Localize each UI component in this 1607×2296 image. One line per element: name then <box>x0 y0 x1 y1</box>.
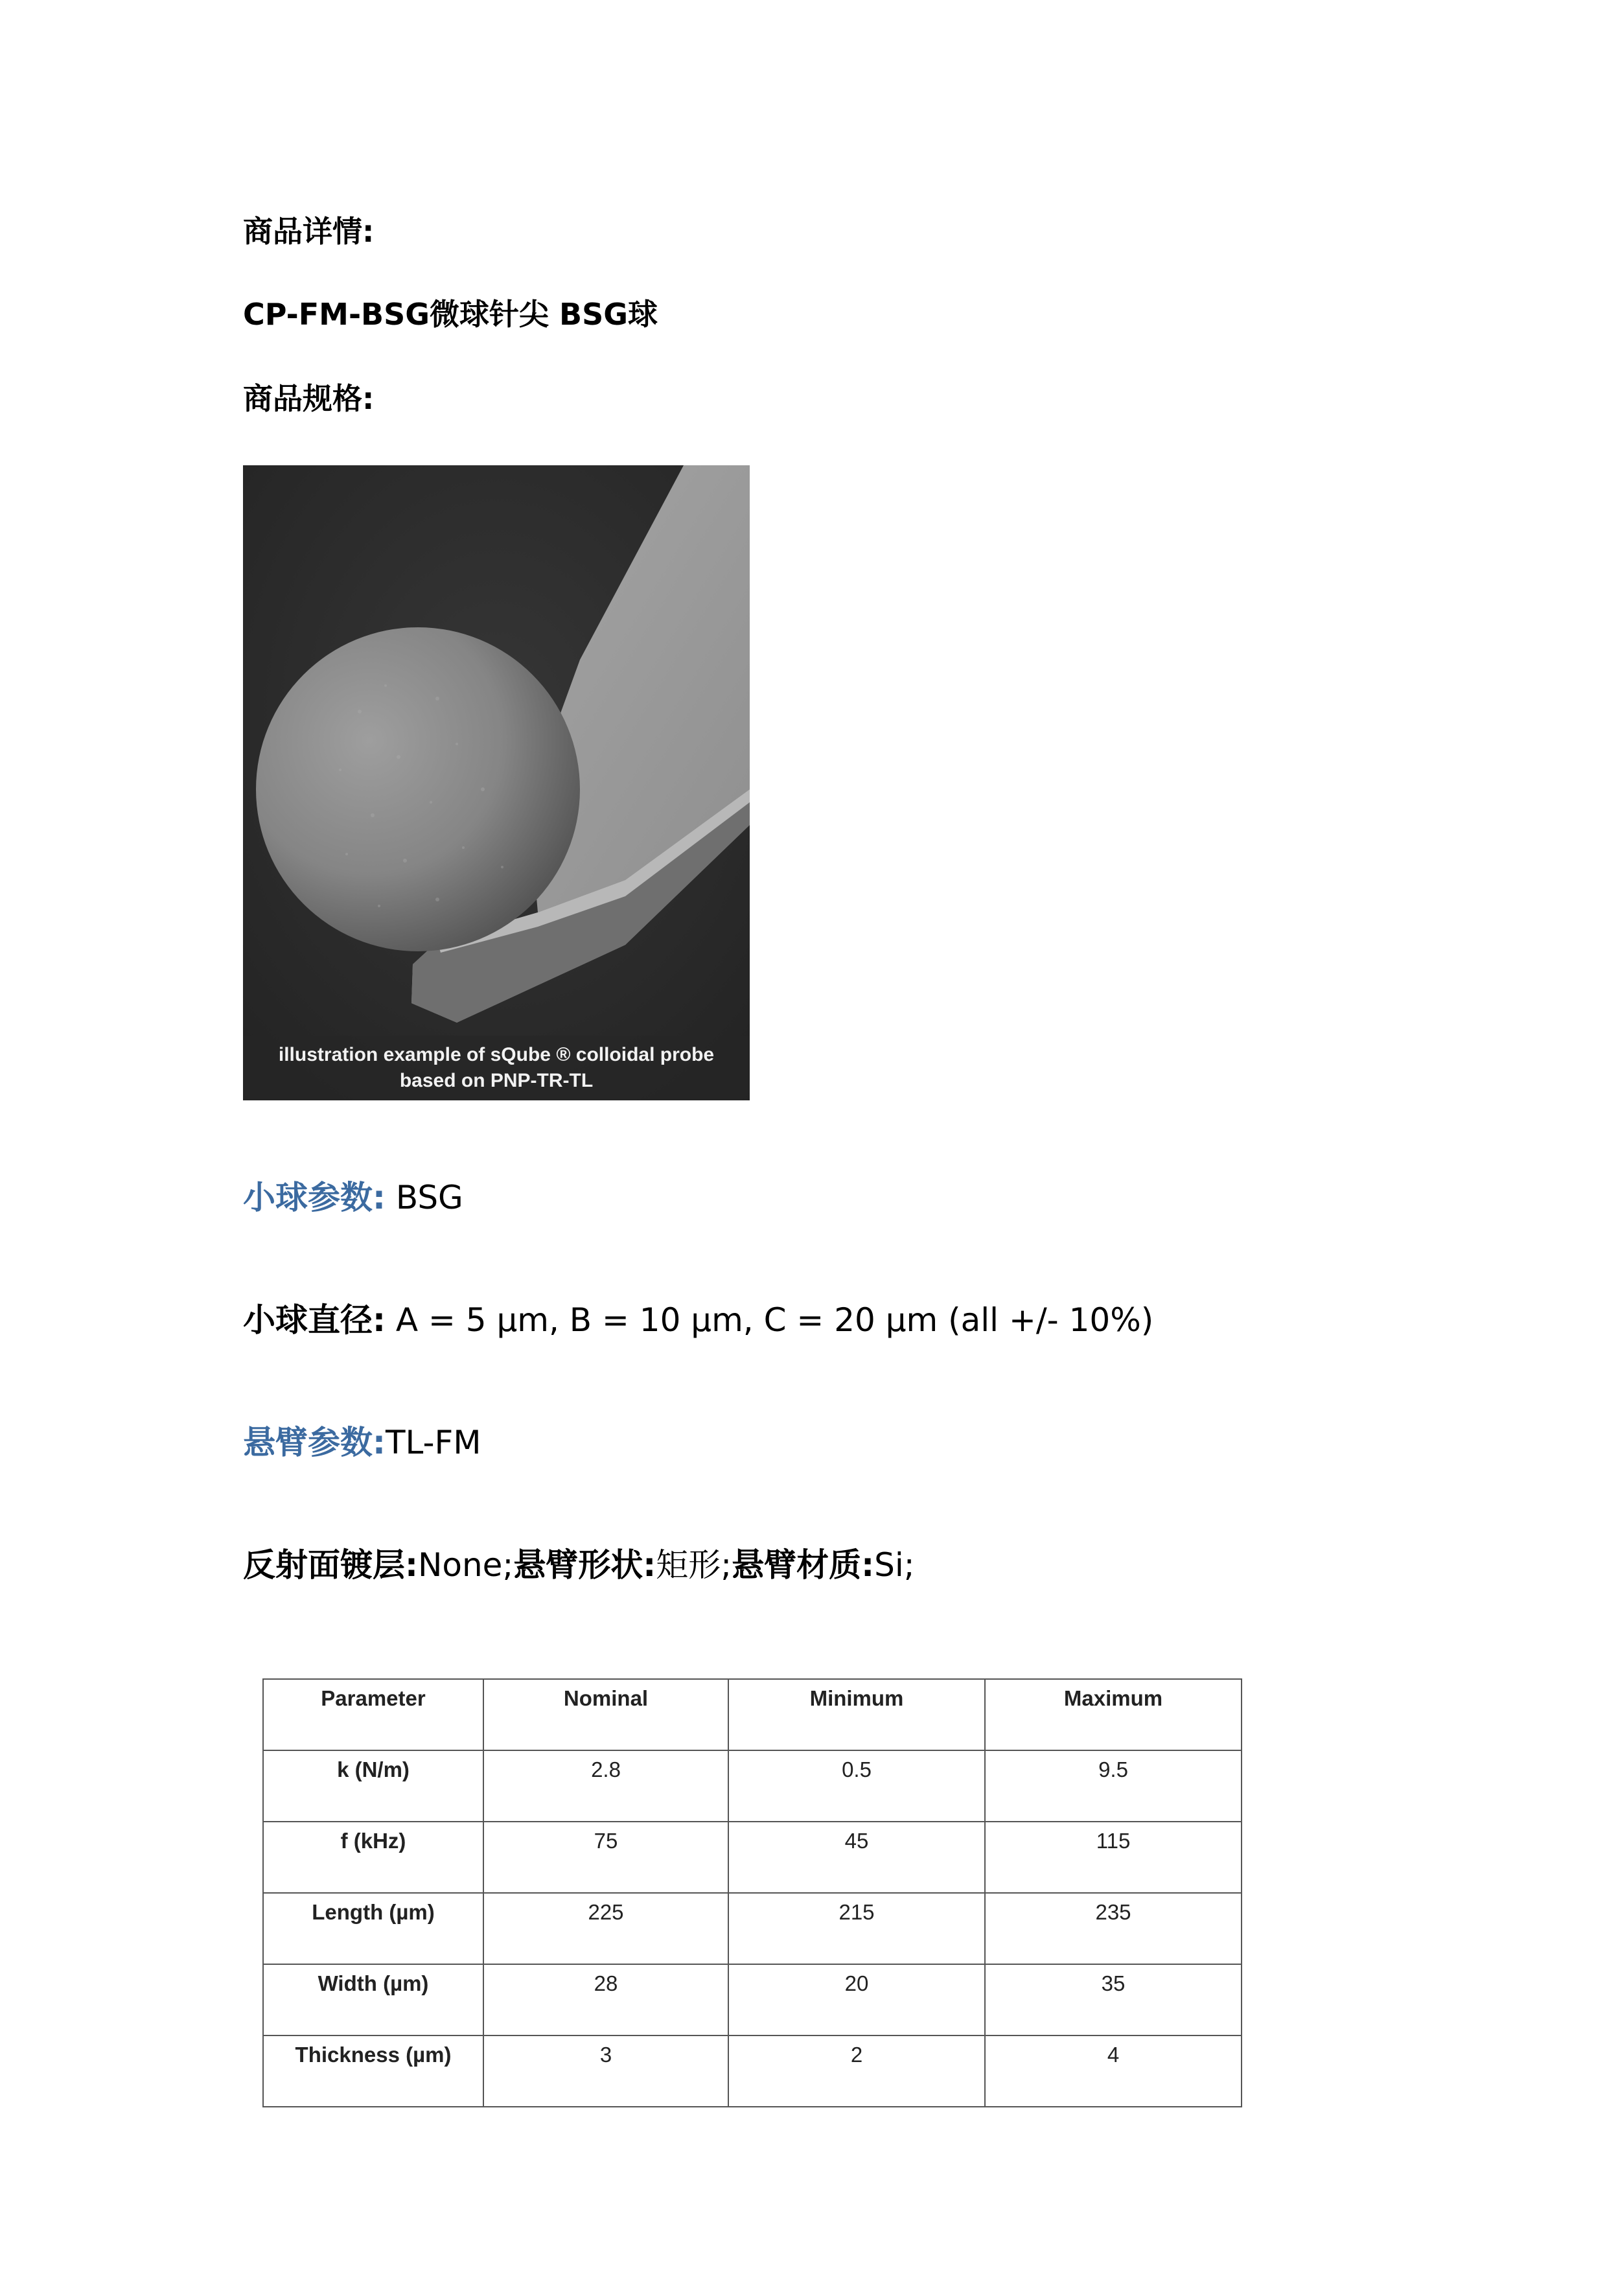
table-cell: 0.5 <box>728 1750 985 1822</box>
spec-cantilever-params <box>243 1423 481 1462</box>
table-row <box>263 1750 1242 1822</box>
table-cell: 215 <box>728 1893 985 1964</box>
spec-cantilever-properties <box>243 1546 915 1584</box>
table-cell: 45 <box>728 1822 985 1893</box>
spec-reflective-coating-label: 反射面镀层: <box>243 1546 418 1584</box>
table-cell: 3 <box>483 2035 728 2107</box>
table-cell: 2 <box>728 2035 985 2107</box>
table-header-cell: Nominal <box>483 1679 728 1750</box>
table-cell: 20 <box>728 1964 985 2035</box>
table-cell: 35 <box>985 1964 1242 2035</box>
spec-sphere-params <box>243 1178 463 1217</box>
figure-caption-line2: based on PNP-TR-TL <box>399 1070 594 1091</box>
table-cell: 225 <box>483 1893 728 1964</box>
table-row <box>263 2035 1242 2107</box>
spec-cantilever-shape-value: 矩形; <box>656 1546 732 1584</box>
table-cell: 235 <box>985 1893 1242 1964</box>
table-cell: 28 <box>483 1964 728 2035</box>
spec-cantilever-params-value: TL-FM <box>386 1424 481 1461</box>
cantilever-parameter-table <box>262 1678 1242 2107</box>
spec-sphere-diameter <box>243 1301 1153 1339</box>
table-header-cell: Minimum <box>728 1679 985 1750</box>
table-row <box>263 1964 1242 2035</box>
table-header-cell: Maximum <box>985 1679 1242 1750</box>
table-cell: 2.8 <box>483 1750 728 1822</box>
spec-cantilever-params-label: 悬臂参数: <box>243 1424 386 1461</box>
spec-reflective-coating-value: None; <box>418 1546 514 1584</box>
table-row <box>263 1893 1242 1964</box>
figure-caption-line1: illustration example of sQube ® colloidal probe <box>278 1044 715 1065</box>
product-title: CP-FM-BSG微球针尖 BSG球 <box>243 297 658 332</box>
sem-probe-image <box>243 465 750 1100</box>
table-cell: 75 <box>483 1822 728 1893</box>
table-row-label: Width (µm) <box>263 1964 483 2035</box>
colloidal-sphere <box>256 627 580 951</box>
table-header-row <box>263 1679 1242 1750</box>
section-heading-product-details: 商品详情: <box>243 214 375 249</box>
table-row-label: k (N/m) <box>263 1750 483 1822</box>
table-row-label: f (kHz) <box>263 1822 483 1893</box>
spec-sphere-params-label: 小球参数: <box>243 1179 386 1216</box>
spec-sphere-diameter-value: A = 5 µm, B = 10 µm, C = 20 µm (all +/- 10%) <box>386 1301 1154 1339</box>
table-row <box>263 1822 1242 1893</box>
spec-cantilever-material-value: Si; <box>874 1546 915 1584</box>
section-heading-product-specs: 商品规格: <box>243 381 375 416</box>
table-row-label: Thickness (µm) <box>263 2035 483 2107</box>
spec-cantilever-shape-label: 悬臂形状: <box>513 1546 656 1584</box>
table-header-cell: Parameter <box>263 1679 483 1750</box>
table-cell: 115 <box>985 1822 1242 1893</box>
table-cell: 4 <box>985 2035 1242 2107</box>
table-row-label: Length (µm) <box>263 1893 483 1964</box>
spec-cantilever-material-label: 悬臂材质: <box>732 1546 875 1584</box>
table-cell: 9.5 <box>985 1750 1242 1822</box>
spec-sphere-params-value: BSG <box>386 1179 463 1216</box>
sem-micrograph-illustration <box>243 465 750 1100</box>
spec-sphere-diameter-label: 小球直径: <box>243 1301 386 1339</box>
